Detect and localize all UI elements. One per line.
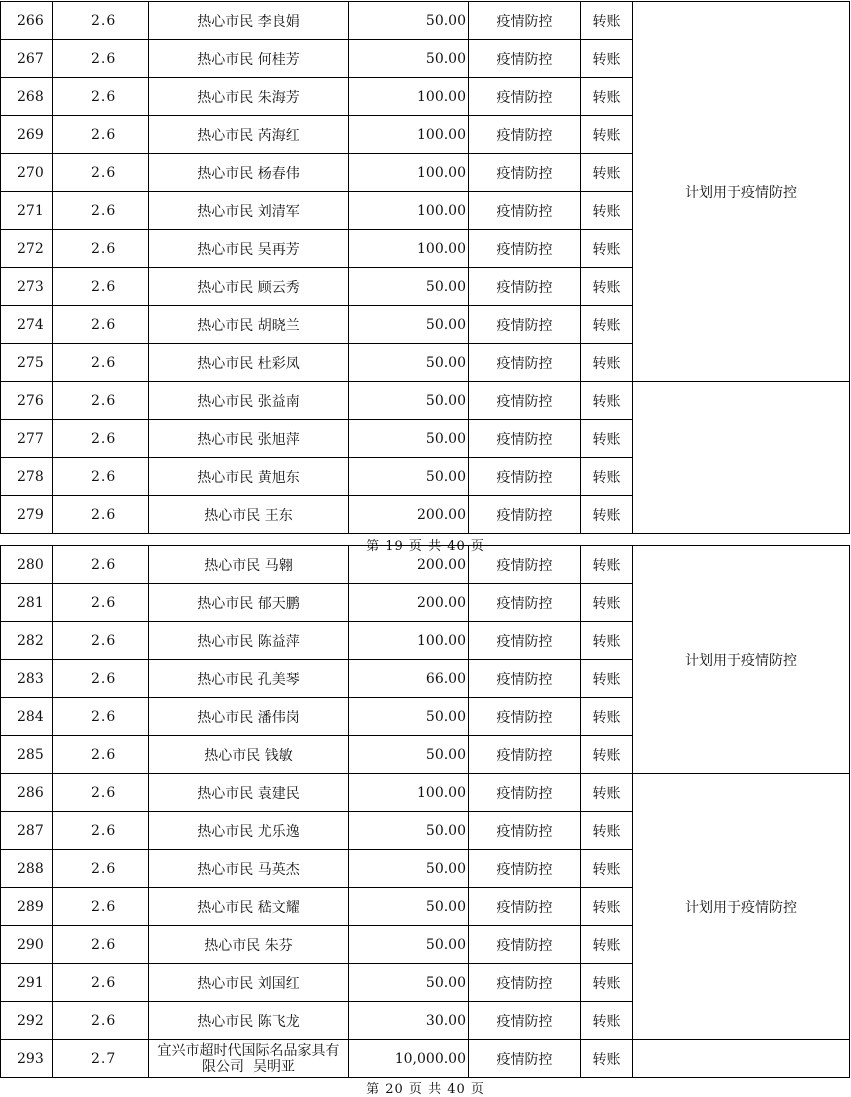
donation-amount: 200.00 — [349, 496, 469, 534]
row-number: 277 — [1, 420, 53, 458]
donation-amount: 50.00 — [349, 420, 469, 458]
donation-purpose: 疫情防控 — [469, 926, 581, 964]
donation-date: 2.6 — [53, 584, 149, 622]
payment-method: 转账 — [581, 382, 633, 420]
donation-date: 2.6 — [53, 660, 149, 698]
donor-name: 热心市民 袁建民 — [149, 774, 349, 812]
donation-amount: 50.00 — [349, 736, 469, 774]
donation-purpose: 疫情防控 — [469, 1002, 581, 1040]
donation-purpose: 疫情防控 — [469, 888, 581, 926]
donation-purpose: 疫情防控 — [469, 230, 581, 268]
row-number: 285 — [1, 736, 53, 774]
donation-purpose: 疫情防控 — [469, 660, 581, 698]
row-number: 283 — [1, 660, 53, 698]
donation-amount: 50.00 — [349, 964, 469, 1002]
payment-method: 转账 — [581, 420, 633, 458]
donor-name: 热心市民 杨春伟 — [149, 154, 349, 192]
table-row — [1, 546, 850, 584]
donation-amount: 100.00 — [349, 774, 469, 812]
donor-name: 热心市民 郁天鹏 — [149, 584, 349, 622]
table-row — [1, 774, 850, 812]
donation-date: 2.6 — [53, 546, 149, 584]
planned-use-note — [633, 1040, 850, 1078]
row-number: 269 — [1, 116, 53, 154]
payment-method: 转账 — [581, 926, 633, 964]
row-number: 291 — [1, 964, 53, 1002]
donor-name: 热心市民 何桂芳 — [149, 40, 349, 78]
donation-amount: 50.00 — [349, 926, 469, 964]
payment-method: 转账 — [581, 344, 633, 382]
donation-purpose: 疫情防控 — [469, 192, 581, 230]
donation-purpose: 疫情防控 — [469, 458, 581, 496]
donor-name: 热心市民 李良娟 — [149, 2, 349, 40]
payment-method: 转账 — [581, 2, 633, 40]
donor-name: 热心市民 陈益萍 — [149, 622, 349, 660]
donation-purpose: 疫情防控 — [469, 736, 581, 774]
payment-method: 转账 — [581, 546, 633, 584]
donation-amount: 66.00 — [349, 660, 469, 698]
donation-date: 2.6 — [53, 116, 149, 154]
donor-name: 热心市民 王东 — [149, 496, 349, 534]
payment-method: 转账 — [581, 154, 633, 192]
donation-rows — [1, 546, 850, 1078]
donation-amount: 200.00 — [349, 546, 469, 584]
payment-method: 转账 — [581, 116, 633, 154]
donation-date: 2.7 — [53, 1040, 149, 1078]
payment-method: 转账 — [581, 268, 633, 306]
payment-method: 转账 — [581, 736, 633, 774]
donor-name: 热心市民 吴再芳 — [149, 230, 349, 268]
page-2 — [0, 545, 851, 1090]
planned-use-note — [633, 382, 850, 534]
donor-name: 热心市民 嵇文耀 — [149, 888, 349, 926]
payment-method: 转账 — [581, 306, 633, 344]
donation-amount: 50.00 — [349, 382, 469, 420]
table-row — [1, 1040, 850, 1078]
payment-method: 转账 — [581, 660, 633, 698]
donor-name: 热心市民 马英杰 — [149, 850, 349, 888]
donation-date: 2.6 — [53, 850, 149, 888]
donation-date: 2.6 — [53, 2, 149, 40]
donation-amount: 50.00 — [349, 698, 469, 736]
payment-method: 转账 — [581, 230, 633, 268]
payment-method: 转账 — [581, 496, 633, 534]
row-number: 286 — [1, 774, 53, 812]
payment-method: 转账 — [581, 698, 633, 736]
payment-method: 转账 — [581, 622, 633, 660]
row-number: 270 — [1, 154, 53, 192]
page-1 — [0, 1, 851, 545]
donation-table-page-2 — [0, 545, 850, 1078]
donation-purpose: 疫情防控 — [469, 698, 581, 736]
donor-name: 热心市民 芮海红 — [149, 116, 349, 154]
donation-purpose: 疫情防控 — [469, 622, 581, 660]
donation-table-page-1 — [0, 1, 850, 534]
row-number: 276 — [1, 382, 53, 420]
payment-method: 转账 — [581, 458, 633, 496]
row-number: 282 — [1, 622, 53, 660]
planned-use-note: 计划用于疫情防控 — [633, 546, 850, 774]
donation-amount: 200.00 — [349, 584, 469, 622]
donor-name: 热心市民 张益南 — [149, 382, 349, 420]
payment-method: 转账 — [581, 888, 633, 926]
donation-purpose: 疫情防控 — [469, 964, 581, 1002]
donation-rows — [1, 2, 850, 534]
payment-method: 转账 — [581, 850, 633, 888]
planned-use-note: 计划用于疫情防控 — [633, 2, 850, 382]
row-number: 271 — [1, 192, 53, 230]
planned-use-note: 计划用于疫情防控 — [633, 774, 850, 1040]
donation-purpose: 疫情防控 — [469, 812, 581, 850]
row-number: 273 — [1, 268, 53, 306]
payment-method: 转账 — [581, 812, 633, 850]
donation-date: 2.6 — [53, 622, 149, 660]
donation-date: 2.6 — [53, 774, 149, 812]
payment-method: 转账 — [581, 1040, 633, 1078]
row-number: 267 — [1, 40, 53, 78]
donation-amount: 100.00 — [349, 78, 469, 116]
donation-amount: 30.00 — [349, 1002, 469, 1040]
donor-name: 热心市民 潘伟岗 — [149, 698, 349, 736]
donation-date: 2.6 — [53, 888, 149, 926]
row-number: 293 — [1, 1040, 53, 1078]
donation-date: 2.6 — [53, 230, 149, 268]
donor-name: 热心市民 朱芬 — [149, 926, 349, 964]
donation-date: 2.6 — [53, 420, 149, 458]
donor-name: 热心市民 陈飞龙 — [149, 1002, 349, 1040]
payment-method: 转账 — [581, 40, 633, 78]
payment-method: 转账 — [581, 774, 633, 812]
row-number: 292 — [1, 1002, 53, 1040]
donation-purpose: 疫情防控 — [469, 420, 581, 458]
donation-purpose: 疫情防控 — [469, 546, 581, 584]
donation-amount: 50.00 — [349, 850, 469, 888]
donation-purpose: 疫情防控 — [469, 154, 581, 192]
donor-name: 热心市民 顾云秀 — [149, 268, 349, 306]
donation-amount: 50.00 — [349, 2, 469, 40]
donation-purpose: 疫情防控 — [469, 40, 581, 78]
row-number: 272 — [1, 230, 53, 268]
row-number: 274 — [1, 306, 53, 344]
payment-method: 转账 — [581, 192, 633, 230]
donation-purpose: 疫情防控 — [469, 584, 581, 622]
payment-method: 转账 — [581, 584, 633, 622]
donation-amount: 50.00 — [349, 40, 469, 78]
payment-method: 转账 — [581, 78, 633, 116]
row-number: 288 — [1, 850, 53, 888]
page-footer — [0, 1082, 851, 1097]
donation-amount: 100.00 — [349, 622, 469, 660]
donor-name: 热心市民 朱海芳 — [149, 78, 349, 116]
row-number: 287 — [1, 812, 53, 850]
donor-name — [149, 1040, 349, 1078]
row-number: 278 — [1, 458, 53, 496]
donation-purpose: 疫情防控 — [469, 382, 581, 420]
donation-purpose: 疫情防控 — [469, 344, 581, 382]
donation-date: 2.6 — [53, 344, 149, 382]
row-number: 266 — [1, 2, 53, 40]
donation-amount: 50.00 — [349, 306, 469, 344]
donation-date: 2.6 — [53, 306, 149, 344]
page-number-label: 第 19 页 共 40 页 — [366, 539, 485, 554]
donor-name: 热心市民 刘国红 — [149, 964, 349, 1002]
donation-amount: 100.00 — [349, 116, 469, 154]
page-number-label: 第 20 页 共 40 页 — [366, 1082, 485, 1097]
donation-date: 2.6 — [53, 382, 149, 420]
donor-name: 热心市民 孔美琴 — [149, 660, 349, 698]
donation-purpose: 疫情防控 — [469, 306, 581, 344]
row-number: 281 — [1, 584, 53, 622]
table-row — [1, 382, 850, 420]
donation-purpose: 疫情防控 — [469, 78, 581, 116]
donation-amount: 50.00 — [349, 458, 469, 496]
donor-name: 热心市民 胡晓兰 — [149, 306, 349, 344]
donation-amount: 100.00 — [349, 154, 469, 192]
donor-name: 热心市民 钱敏 — [149, 736, 349, 774]
donation-date: 2.6 — [53, 154, 149, 192]
donor-name: 热心市民 杜彩凤 — [149, 344, 349, 382]
donor-name-line-1: 宜兴市超时代国际名品家具有 — [157, 1042, 340, 1059]
donor-name: 热心市民 尤乐逸 — [149, 812, 349, 850]
donor-name: 热心市民 黄旭东 — [149, 458, 349, 496]
row-number: 284 — [1, 698, 53, 736]
donation-amount: 50.00 — [349, 344, 469, 382]
donation-date: 2.6 — [53, 192, 149, 230]
donation-amount: 50.00 — [349, 812, 469, 850]
donation-date: 2.6 — [53, 698, 149, 736]
donation-amount: 100.00 — [349, 192, 469, 230]
row-number: 280 — [1, 546, 53, 584]
donation-purpose: 疫情防控 — [469, 1040, 581, 1078]
row-number: 289 — [1, 888, 53, 926]
donation-date: 2.6 — [53, 926, 149, 964]
donation-date: 2.6 — [53, 736, 149, 774]
donation-date: 2.6 — [53, 78, 149, 116]
donation-amount: 50.00 — [349, 888, 469, 926]
donation-purpose: 疫情防控 — [469, 2, 581, 40]
donation-date: 2.6 — [53, 1002, 149, 1040]
donation-amount: 10,000.00 — [349, 1040, 469, 1078]
row-number: 279 — [1, 496, 53, 534]
donation-date: 2.6 — [53, 268, 149, 306]
payment-method: 转账 — [581, 964, 633, 1002]
donation-date: 2.6 — [53, 40, 149, 78]
donor-name-line-2: 限公司 吴明亚 — [202, 1058, 295, 1075]
donation-purpose: 疫情防控 — [469, 850, 581, 888]
donation-purpose: 疫情防控 — [469, 496, 581, 534]
donor-name: 热心市民 张旭萍 — [149, 420, 349, 458]
payment-method: 转账 — [581, 1002, 633, 1040]
donation-date: 2.6 — [53, 964, 149, 1002]
donation-purpose: 疫情防控 — [469, 116, 581, 154]
table-row — [1, 2, 850, 40]
donation-date: 2.6 — [53, 496, 149, 534]
donor-name: 热心市民 刘清军 — [149, 192, 349, 230]
row-number: 268 — [1, 78, 53, 116]
donation-purpose: 疫情防控 — [469, 774, 581, 812]
donation-purpose: 疫情防控 — [469, 268, 581, 306]
row-number: 275 — [1, 344, 53, 382]
row-number: 290 — [1, 926, 53, 964]
donation-amount: 100.00 — [349, 230, 469, 268]
donation-date: 2.6 — [53, 812, 149, 850]
donation-amount: 50.00 — [349, 268, 469, 306]
donation-date: 2.6 — [53, 458, 149, 496]
donor-name: 热心市民 马翱 — [149, 546, 349, 584]
